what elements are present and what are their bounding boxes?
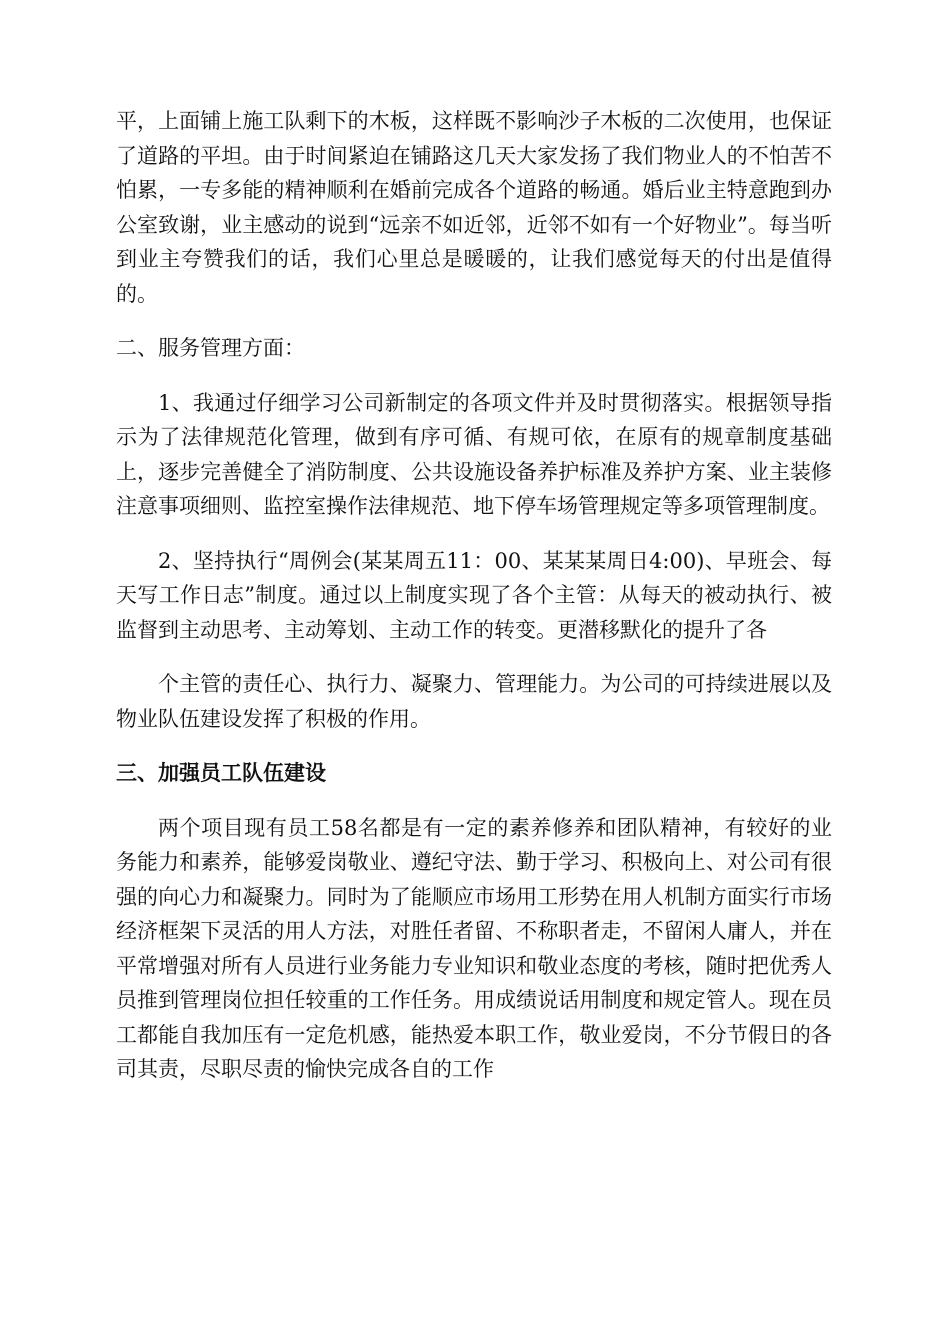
paragraph-item-2: 2、坚持执行“周例会(某某周五11：00、某某某周日4:00)、早班会、每天写工作日志”制度。通过以上制度实现了各个主管：从每天的被动执行、被监督到主动思考、主动筹划、主动工作的转变。更潜移默化的提升了各 [116,548,832,642]
document-page [116,104,832,1087]
section-heading-service-management: 二、服务管理方面： [116,336,305,360]
section-heading-staff-building: 三、加强员工队伍建设 [116,761,326,785]
paragraph-staff-building: 两个项目现有员工58名都是有一定的素养修养和团队精神，有较好的业务能力和素养，能够爱岗敬业、遵纪守法、勤于学习、积极向上、对公司有很强的向心力和凝聚力。同时为了能顺应市场用工形势在用人机制方面实行市场经济框架下灵活的用人方法，对胜任者留、不称职者走，不留闲人庸人，并在平常增强对所有人员进行业务能力专业知识和敬业态度的考核，随时把优秀人员推到管理岗位担任较重的工作任务。用成绩说话用制度和规定管人。现在员工都能自我加压有一定危机感，能热爱本职工作，敬业爱岗，不分节假日的各司其责，尽职尽责的愉快完成各自的工作 [116,815,832,1081]
paragraph-item-1: 1、我通过仔细学习公司新制定的各项文件并及时贯彻落实。根据领导指示为了法律规范化管理，做到有序可循、有规可依，在原有的规章制度基础上，逐步完善健全了消防制度、公共设施设备养护标准及养护方案、业主装修注意事项细则、监控室操作法律规范、地下停车场管理规定等多项管理制度。 [116,390,832,518]
paragraph-intro-continued: 平，上面铺上施工队剩下的木板，这样既不影响沙子木板的二次使用，也保证了道路的平坦。由于时间紧迫在铺路这几天大家发扬了我们物业人的不怕苦不怕累，一专多能的精神顺利在婚前完成各个道路的畅通。婚后业主特意跑到办公室致谢，业主感动的说到“远亲不如近邻，近邻不如有一个好物业”。每当听到业主夸赞我们的话，我们心里总是暖暖的，让我们感觉每天的付出是值得的。 [116,109,832,306]
paragraph-item-2-continued: 个主管的责任心、执行力、凝聚力、管理能力。为公司的可持续进展以及物业队伍建设发挥了积极的作用。 [116,672,832,731]
